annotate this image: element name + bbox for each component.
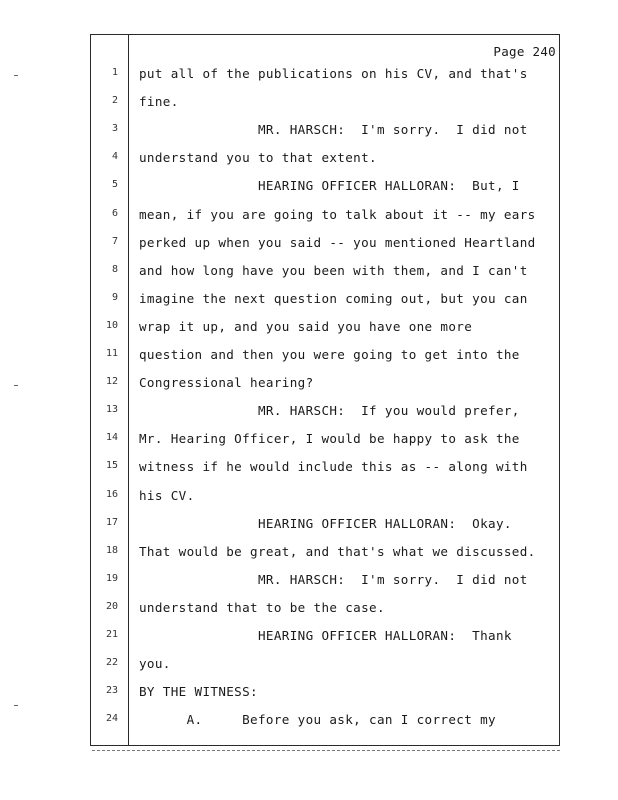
transcript-line: MR. HARSCH: I'm sorry. I did not	[139, 571, 528, 587]
line-number: 3	[111, 123, 118, 135]
line-number: 19	[105, 572, 118, 584]
transcript-line: and how long have you been with them, and I can't	[139, 262, 528, 278]
transcript-line: fine.	[139, 94, 179, 110]
line-number: 7	[111, 235, 118, 247]
line-number: 12	[105, 376, 118, 388]
transcript-line: Congressional hearing?	[139, 375, 314, 391]
line-number: 22	[105, 657, 118, 669]
page-number: Page 240	[493, 44, 556, 59]
transcript-line: perked up when you said -- you mentioned Heartland	[139, 234, 536, 250]
line-number: 10	[105, 319, 118, 331]
transcript-line: Mr. Hearing Officer, I would be happy to ask the	[139, 431, 520, 447]
transcript-line: witness if he would include this as -- along with	[139, 459, 528, 475]
transcript-line: you.	[139, 656, 171, 672]
line-number: 17	[105, 516, 118, 528]
scan-edge-mark	[14, 385, 18, 386]
transcript-line: HEARING OFFICER HALLORAN: Okay.	[139, 515, 512, 531]
scan-edge-mark	[14, 705, 18, 706]
line-number: 15	[105, 460, 118, 472]
line-number: 1	[111, 67, 118, 78]
transcript-line: put all of the publications on his CV, and that's	[139, 66, 528, 81]
scan-bottom-edge	[92, 748, 560, 751]
line-number: 16	[105, 488, 118, 500]
scan-edge-mark	[14, 75, 18, 76]
transcript-line: mean, if you are going to talk about it -- my ears	[139, 206, 536, 222]
line-number: 6	[111, 207, 118, 219]
line-number: 11	[105, 348, 118, 359]
line-number: 4	[111, 151, 118, 163]
transcript-line: understand you to that extent.	[139, 150, 377, 166]
line-number: 18	[105, 544, 118, 556]
line-number: 24	[105, 713, 118, 725]
transcript-line: That would be great, and that's what we discussed.	[139, 543, 536, 559]
transcript-line: his CV.	[139, 487, 195, 503]
transcript-line: A. Before you ask, can I correct my	[139, 712, 496, 728]
transcript-line: understand that to be the case.	[139, 599, 385, 615]
transcript-line: HEARING OFFICER HALLORAN: Thank	[139, 628, 512, 643]
line-number: 14	[105, 432, 118, 444]
transcript-line: wrap it up, and you said you have one more	[139, 318, 473, 334]
line-number: 2	[111, 95, 118, 107]
line-number: 23	[105, 685, 118, 697]
transcript-line: MR. HARSCH: I'm sorry. I did not	[139, 122, 528, 138]
transcript-line: question and then you were going to get into the	[139, 347, 520, 362]
line-number: 20	[105, 600, 118, 612]
line-number-margin-rule	[128, 34, 129, 746]
line-number: 13	[105, 404, 118, 416]
line-number: 21	[105, 629, 118, 640]
line-number: 9	[111, 291, 118, 303]
transcript-line: HEARING OFFICER HALLORAN: But, I	[139, 178, 520, 194]
transcript-line: BY THE WITNESS:	[139, 684, 258, 700]
line-number: 5	[111, 179, 118, 191]
transcript-line: MR. HARSCH: If you would prefer,	[139, 403, 520, 419]
line-number: 8	[111, 263, 118, 275]
transcript-line: imagine the next question coming out, but you can	[139, 290, 528, 306]
